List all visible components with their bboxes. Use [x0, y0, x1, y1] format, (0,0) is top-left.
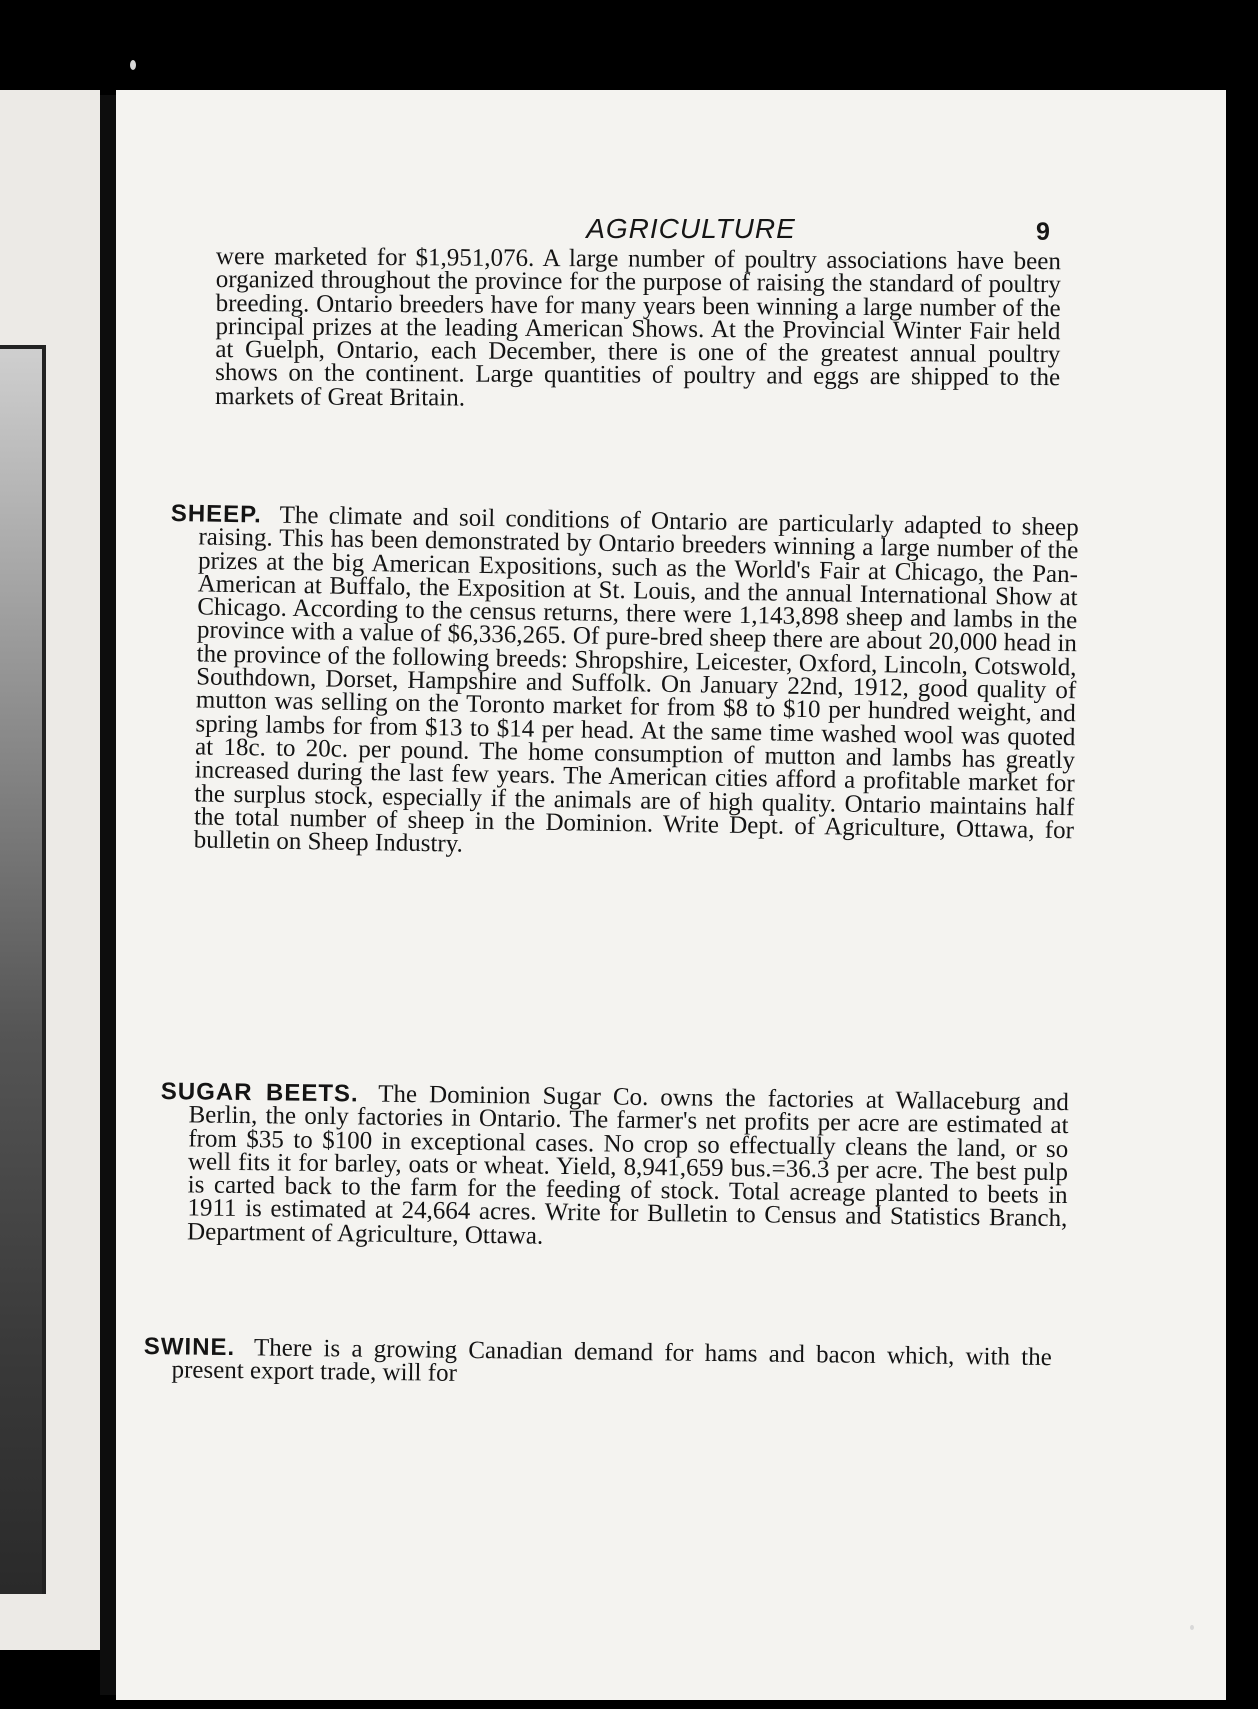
page-number: 9 — [1036, 218, 1050, 246]
section-heading-swine: SWINE. — [143, 1333, 236, 1362]
section-heading-sugar-beets: SUGAR BEETS. — [160, 1078, 359, 1108]
facing-page-photo — [0, 345, 46, 1594]
paragraph-sheep — [166, 502, 1079, 866]
book-page — [116, 90, 1226, 1700]
film-speck — [130, 60, 136, 70]
facing-page-edge — [0, 90, 100, 1650]
paragraph-swine-text: There is a growing Canadian demand for hams and bacon which, with the present export trade, will for — [171, 1334, 1052, 1388]
paragraph-sugar-beets-text: The Dominion Sugar Co. owns the factories at Wallaceburg and Berlin, the only factories in Ontario. The farmer's net profits per acre are estimated at from $35 to $100 in exceptional cases. No crop so effectually cleans the land, or so well fits it for barley, oats or wheat. Yield, 8,941,659 bus.=36.3 per acre. The best pulp is carted back to the farm for the feeding of stock. Total acreage planted to beets in 1911 is estimated at 24,664 acres. Write for Bulletin to Census and Statistics Branch, Department of Agriculture, Ottawa. — [186, 1080, 1069, 1250]
running-head: AGRICULTURE — [586, 213, 796, 244]
paragraph-sugar-beets — [159, 1080, 1069, 1254]
paragraph-poultry — [215, 245, 1061, 413]
paragraph-swine — [143, 1335, 1052, 1393]
paragraph-poultry-text: were marketed for $1,951,076. A large number of poultry associations have been organized throughout the province for the purpose of raising the standard of poultry breeding. Ontario breeders have for many years been winning a large number of the principal prizes at the leading American Shows. At the Provincial Winter Fair held at Guelph, Ontario, each December, there is one of the greatest annual poultry shows on the continent. Large quantities of poultry and eggs are shipped to the markets of Great Britain. — [214, 243, 1061, 412]
paragraph-sheep-text: The climate and soil conditions of Ontario are particularly adapted to sheep raising. This has been demonstrated by Ontario breeders winning a large number of the prizes at the big American Expositions, such as the World's Fair at Chicago, the Pan-American at Buffalo, the Exposition at St. Louis, and the annual International Show at Chicago. According to the census returns, there were 1,143,898 sheep and lambs in the province with a value of $6,336,265. Of pure-bred sheep there are about 20,000 head in the province of the following breeds: Shropshire, Leicester, Oxford, Lincoln, Cotswold, Southdown, Dorset, Hampshire and Suffolk. On January 22nd, 1912, good quality of mutton was selling on the Toronto market for from $8 to $10 per hundred weight, and spring lambs for from $13 to $14 per head. At the same time washed wool was quoted at 18c. to 20c. per pound. The home consumption of mutton and lambs has greatly increased during the last few years. The American cities afford a profitable market for the surplus stock, especially if the animals are of high quality. Ontario maintains half the total number of sheep in the Dominion. Write Dept. of Agriculture, Ottawa, for bulletin on Sheep Industry. — [193, 501, 1079, 858]
book-gutter — [100, 95, 116, 1695]
film-speck — [1190, 1625, 1194, 1630]
section-heading-sheep: SHEEP. — [170, 500, 262, 529]
